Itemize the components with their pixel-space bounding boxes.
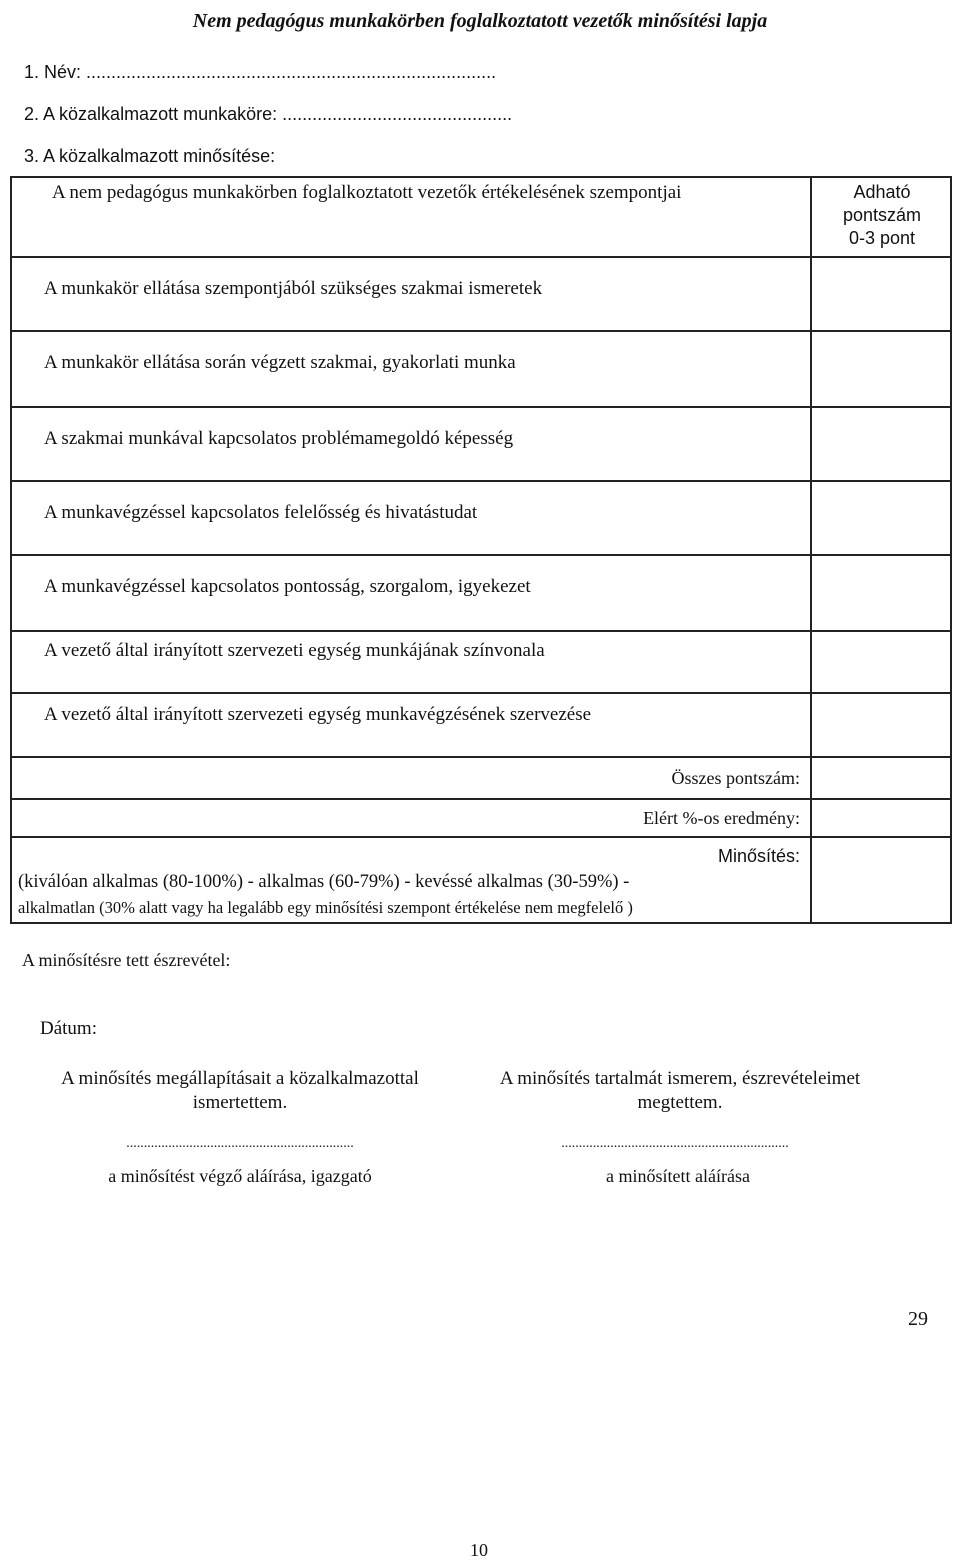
- left-statement-line-1: A minősítés megállapításait a közalkalmazottal: [61, 1068, 419, 1089]
- criteria-row: A vezető által irányított szervezeti egység munkavégzésének szervezése: [44, 704, 592, 725]
- criteria-row: A munkakör ellátása szempontjából szükséges szakmai ismeretek: [44, 278, 543, 299]
- page-number-right: 29: [908, 1308, 928, 1330]
- name-field: 1. Név: ..................................................................................: [24, 62, 497, 82]
- row-divider: [10, 554, 952, 556]
- left-signature-label: a minősítést végző aláírása, igazgató: [108, 1166, 372, 1186]
- row-divider: [10, 630, 952, 632]
- rating-scale-line-1: (kiválóan alkalmas (80-100%) - alkalmas (60-79%) - kevéssé alkalmas (30-59%) -: [18, 872, 630, 892]
- right-statement-line-1: A minősítés tartalmát ismerem, észrevételeimet: [499, 1068, 861, 1089]
- date-label: Dátum:: [40, 1018, 97, 1039]
- row-divider: [10, 480, 952, 482]
- points-header-line-2: pontszám: [842, 205, 922, 225]
- page-number-bottom: 10: [470, 1540, 488, 1560]
- row-divider: [10, 692, 952, 694]
- points-header-line-1: Adható: [853, 182, 911, 202]
- job-field: 2. A közalkalmazott munkaköre: ..............................................: [24, 104, 513, 124]
- percent-result-label: Elért %-os eredmény:: [643, 808, 800, 828]
- criteria-row: A munkavégzéssel kapcsolatos pontosság, szorgalom, igyekezet: [44, 576, 531, 597]
- rating-scale-line-2: alkalmatlan (30% alatt vagy ha legalább egy minősítési szempont értékelése nem megfelelő ): [18, 898, 633, 917]
- criteria-row: A munkakör ellátása során végzett szakmai, gyakorlati munka: [44, 352, 516, 373]
- criteria-row: A munkavégzéssel kapcsolatos felelősség és hivatástudat: [44, 502, 478, 523]
- rating-label: Minősítés:: [717, 846, 800, 866]
- row-divider: [10, 330, 952, 332]
- points-header-line-3: 0-3 pont: [848, 228, 916, 248]
- criteria-header: A nem pedagógus munkakörben foglalkoztatott vezetők értékelésének szempontjai: [52, 182, 682, 203]
- total-points-label: Összes pontszám:: [671, 768, 800, 788]
- row-divider: [10, 836, 952, 838]
- criteria-row: A szakmai munkával kapcsolatos problémamegoldó képesség: [44, 428, 514, 449]
- row-divider: [10, 798, 952, 800]
- right-signature-label: a minősített aláírása: [606, 1166, 750, 1186]
- row-divider: [10, 256, 952, 258]
- left-statement-line-2: ismertettem.: [192, 1092, 288, 1113]
- criteria-row: A vezető által irányított szervezeti egység munkájának színvonala: [44, 640, 545, 661]
- document-title: Nem pedagógus munkakörben foglalkoztatott vezetők minősítési lapja: [192, 10, 768, 32]
- points-column-divider: [810, 176, 812, 924]
- right-signature-line: .................................................................: [561, 1136, 789, 1151]
- left-signature-line: .................................................................: [126, 1136, 354, 1151]
- row-divider: [10, 406, 952, 408]
- rating-field-label: 3. A közalkalmazott minősítése:: [24, 146, 276, 166]
- remark-label: A minősítésre tett észrevétel:: [22, 950, 231, 970]
- right-statement-line-2: megtettem.: [637, 1092, 723, 1113]
- row-divider: [10, 756, 952, 758]
